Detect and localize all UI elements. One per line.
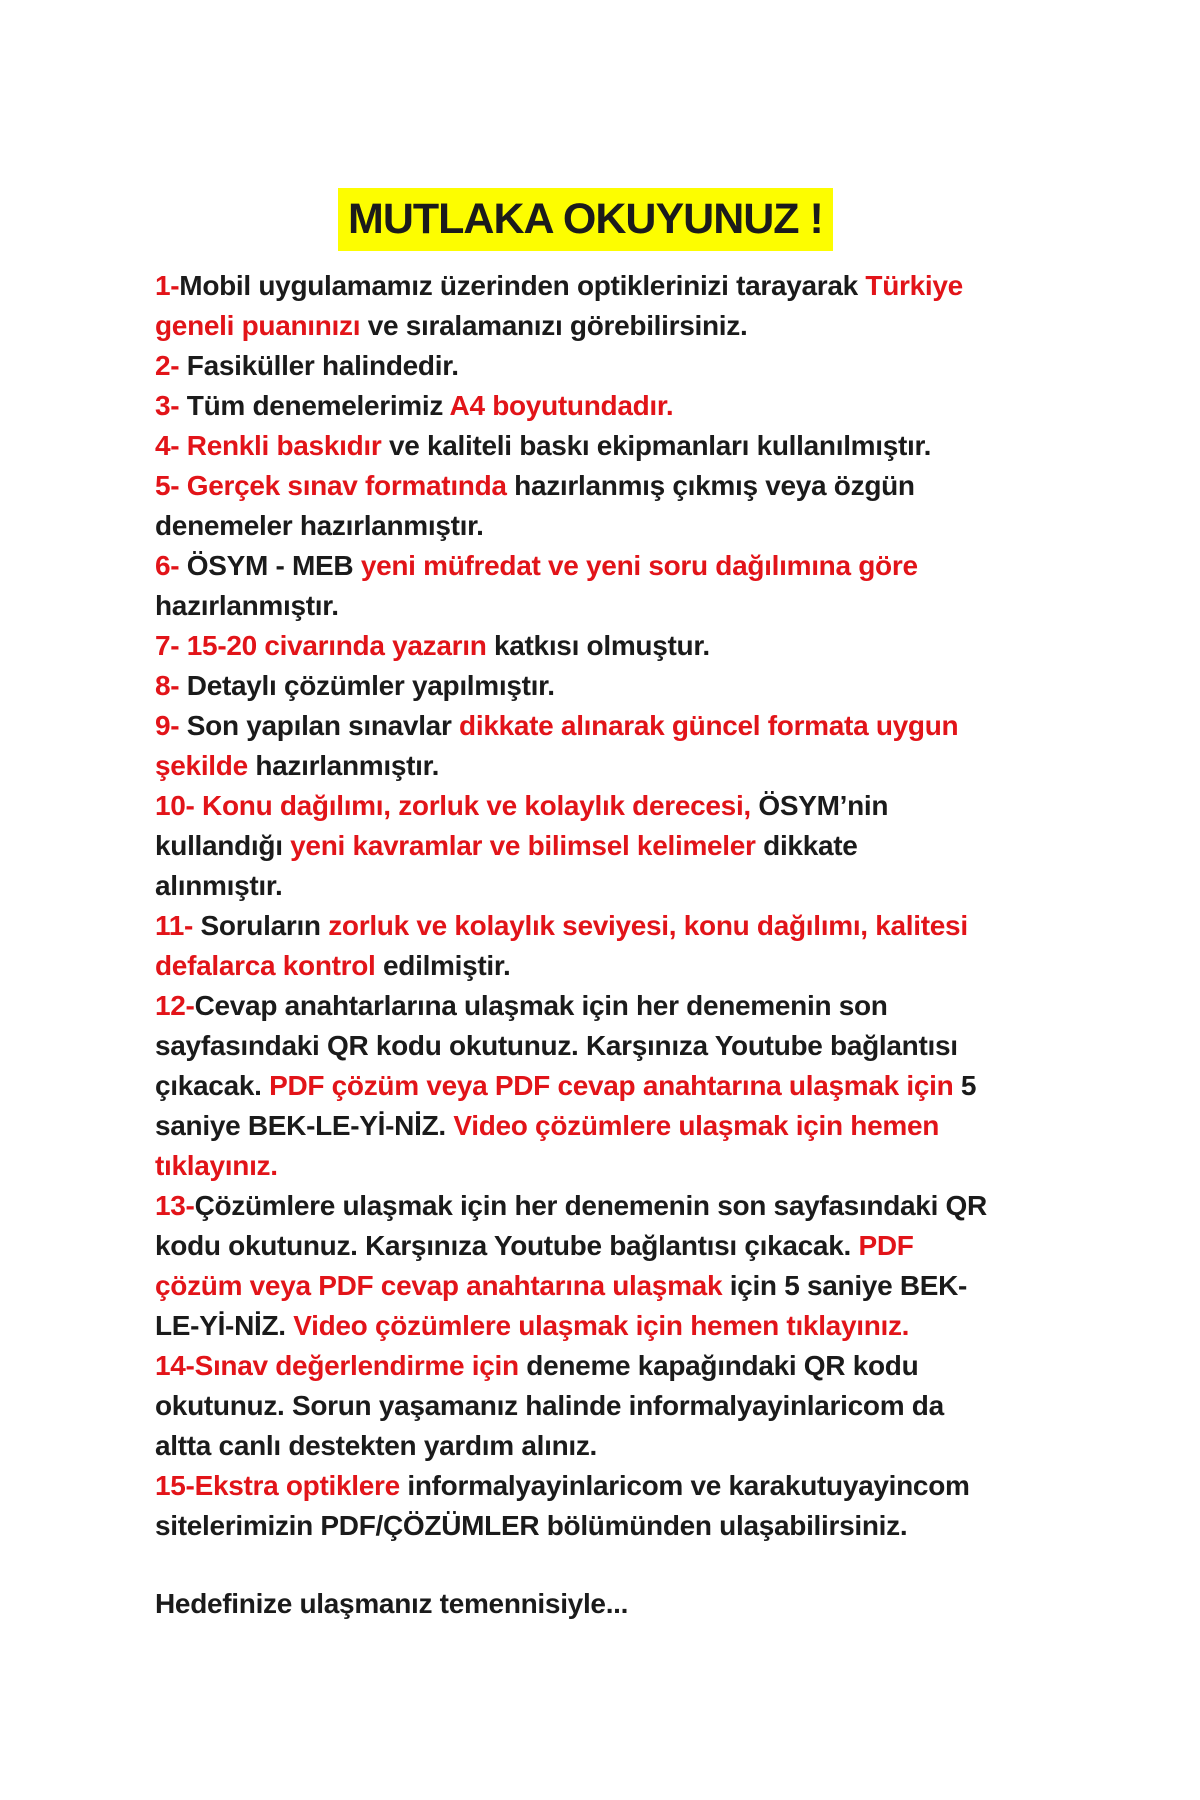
instruction-line (155, 386, 1155, 426)
text-segment: Video çözümlere ulaşmak için hemen (453, 1110, 940, 1141)
instruction-line (155, 1026, 1155, 1066)
text-segment: çıkacak. (155, 1070, 270, 1101)
text-segment: katkısı olmuştur. (493, 630, 710, 661)
text-segment: 13- (155, 1190, 195, 1221)
text-segment: sayfasındaki QR kodu okutunuz. Karşınıza Youtube bağlantısı (155, 1030, 958, 1061)
text-segment: edilmiştir. (383, 950, 511, 981)
text-segment: ÖSYM - MEB (186, 550, 361, 581)
instruction-line (155, 266, 1155, 306)
text-segment: çözüm veya PDF cevap anahtarına ulaşmak (155, 1270, 730, 1301)
text-segment: Video çözümlere ulaşmak için hemen tıklayınız. (293, 1310, 910, 1341)
instruction-line (155, 306, 1155, 346)
text-segment: Çözümlere ulaşmak için her denemenin son sayfasındaki QR (194, 1190, 987, 1221)
text-segment: deneme kapağındaki QR kodu (526, 1350, 919, 1381)
text-segment: okutunuz. Sorun yaşamanız halinde informalyayinlaricom da (155, 1390, 944, 1421)
text-segment: yeni kavramlar ve bilimsel kelimeler (290, 830, 764, 861)
text-segment: 8- (155, 670, 187, 701)
text-segment: 1- (155, 270, 180, 301)
instruction-line (155, 1186, 1155, 1226)
text-segment: kodu okutunuz. Karşınıza Youtube bağlantısı çıkacak. (155, 1230, 859, 1261)
instruction-line (155, 506, 1155, 546)
text-segment: şekilde (155, 750, 256, 781)
text-segment: hazırlanmıştır. (255, 750, 440, 781)
instruction-line (155, 1266, 1155, 1306)
instruction-line (155, 786, 1155, 826)
text-segment: zorluk ve kolaylık seviyesi, konu dağılımı, kalitesi (328, 910, 968, 941)
text-segment: hazırlanmış çıkmış veya özgün (514, 470, 915, 501)
text-segment: PDF (858, 1230, 914, 1261)
text-segment: hazırlanmıştır. (155, 590, 339, 621)
text-segment: sitelerimizin PDF/ÇÖZÜMLER bölümünden ulaşabilirsiniz. (155, 1510, 908, 1541)
text-segment: 14-Sınav değerlendirme için (155, 1350, 527, 1381)
text-segment: LE-Yİ-NİZ. (155, 1310, 294, 1341)
text-segment: 12- (155, 990, 195, 1021)
text-segment: 7- 15-20 civarında yazarın (155, 630, 494, 661)
text-segment: 15-Ekstra optiklere (155, 1470, 408, 1501)
text-segment: ÖSYM’nin (758, 790, 889, 821)
instruction-line (155, 1146, 1155, 1186)
instruction-line (155, 426, 1155, 466)
instruction-line (155, 1306, 1155, 1346)
text-segment: defalarca kontrol (155, 950, 384, 981)
instruction-line (155, 546, 1155, 586)
instruction-line (155, 346, 1155, 386)
instruction-line (155, 706, 1155, 746)
instruction-line (155, 746, 1155, 786)
instruction-line (155, 866, 1155, 906)
text-segment: Fasiküller halindedir. (186, 350, 459, 381)
text-segment: Soruların (200, 910, 329, 941)
instruction-list (155, 266, 1155, 1624)
text-segment: Son yapılan sınavlar (186, 710, 460, 741)
text-segment: altta canlı destekten yardım alınız. (155, 1430, 598, 1461)
text-segment: 4- Renkli baskıdır (155, 430, 389, 461)
text-segment: yeni müfredat ve yeni soru dağılımına göre (360, 550, 918, 581)
text-segment: 9- (155, 710, 187, 741)
instruction-line (155, 626, 1155, 666)
text-segment: 3- (155, 390, 187, 421)
text-segment: 5- Gerçek sınav formatında (155, 470, 515, 501)
text-segment: PDF çözüm veya PDF cevap anahtarına ulaşmak için (269, 1070, 961, 1101)
text-segment: Cevap anahtarlarına ulaşmak için her denemenin son (194, 990, 888, 1021)
instruction-line (155, 586, 1155, 626)
instruction-line (155, 1506, 1155, 1546)
text-segment: informalyayinlaricom ve karakutuyayincom (407, 1470, 970, 1501)
text-segment: 6- (155, 550, 187, 581)
instruction-line (155, 986, 1155, 1026)
text-segment: alınmıştır. (155, 870, 283, 901)
text-segment: saniye BEK-LE-Yİ-NİZ. (155, 1110, 454, 1141)
text-segment: 10- Konu dağılımı, zorluk ve kolaylık derecesi, (155, 790, 759, 821)
instruction-line (155, 1466, 1155, 1506)
instruction-line (155, 1386, 1155, 1426)
text-segment: Türkiye (865, 270, 963, 301)
text-segment: Mobil uygulamamız üzerinden optiklerinizi tarayarak (179, 270, 866, 301)
instruction-line (155, 826, 1155, 866)
text-segment: geneli puanınızı (155, 310, 368, 341)
instruction-line (155, 666, 1155, 706)
page-title: MUTLAKA OKUYUNUZ ! (338, 188, 833, 251)
instruction-line (155, 466, 1155, 506)
text-segment: denemeler hazırlanmıştır. (155, 510, 484, 541)
text-segment: dikkate alınarak güncel formata uygun (459, 710, 959, 741)
instruction-line (155, 946, 1155, 986)
text-segment: dikkate (763, 830, 858, 861)
instruction-line (155, 906, 1155, 946)
text-segment: ve sıralamanızı görebilirsiniz. (367, 310, 748, 341)
text-segment: tıklayınız. (155, 1150, 278, 1181)
text-segment: A4 boyutundadır. (449, 390, 674, 421)
text-segment: Tüm denemelerimiz (186, 390, 450, 421)
text-segment: ve kaliteli baskı ekipmanları kullanılmıştır. (388, 430, 932, 461)
text-segment: kullandığı (155, 830, 291, 861)
instruction-line (155, 1106, 1155, 1146)
text-segment: 11- (155, 910, 201, 941)
text-segment: 2- (155, 350, 187, 381)
instruction-line (155, 1426, 1155, 1466)
text-segment: 5 (960, 1070, 977, 1101)
text-segment: için 5 saniye BEK- (729, 1270, 968, 1301)
instruction-line (155, 1226, 1155, 1266)
instruction-line (155, 1346, 1155, 1386)
closing-line: Hedefinize ulaşmanız temennisiyle... (155, 1588, 629, 1619)
instruction-line (155, 1066, 1155, 1106)
text-segment: Detaylı çözümler yapılmıştır. (186, 670, 555, 701)
